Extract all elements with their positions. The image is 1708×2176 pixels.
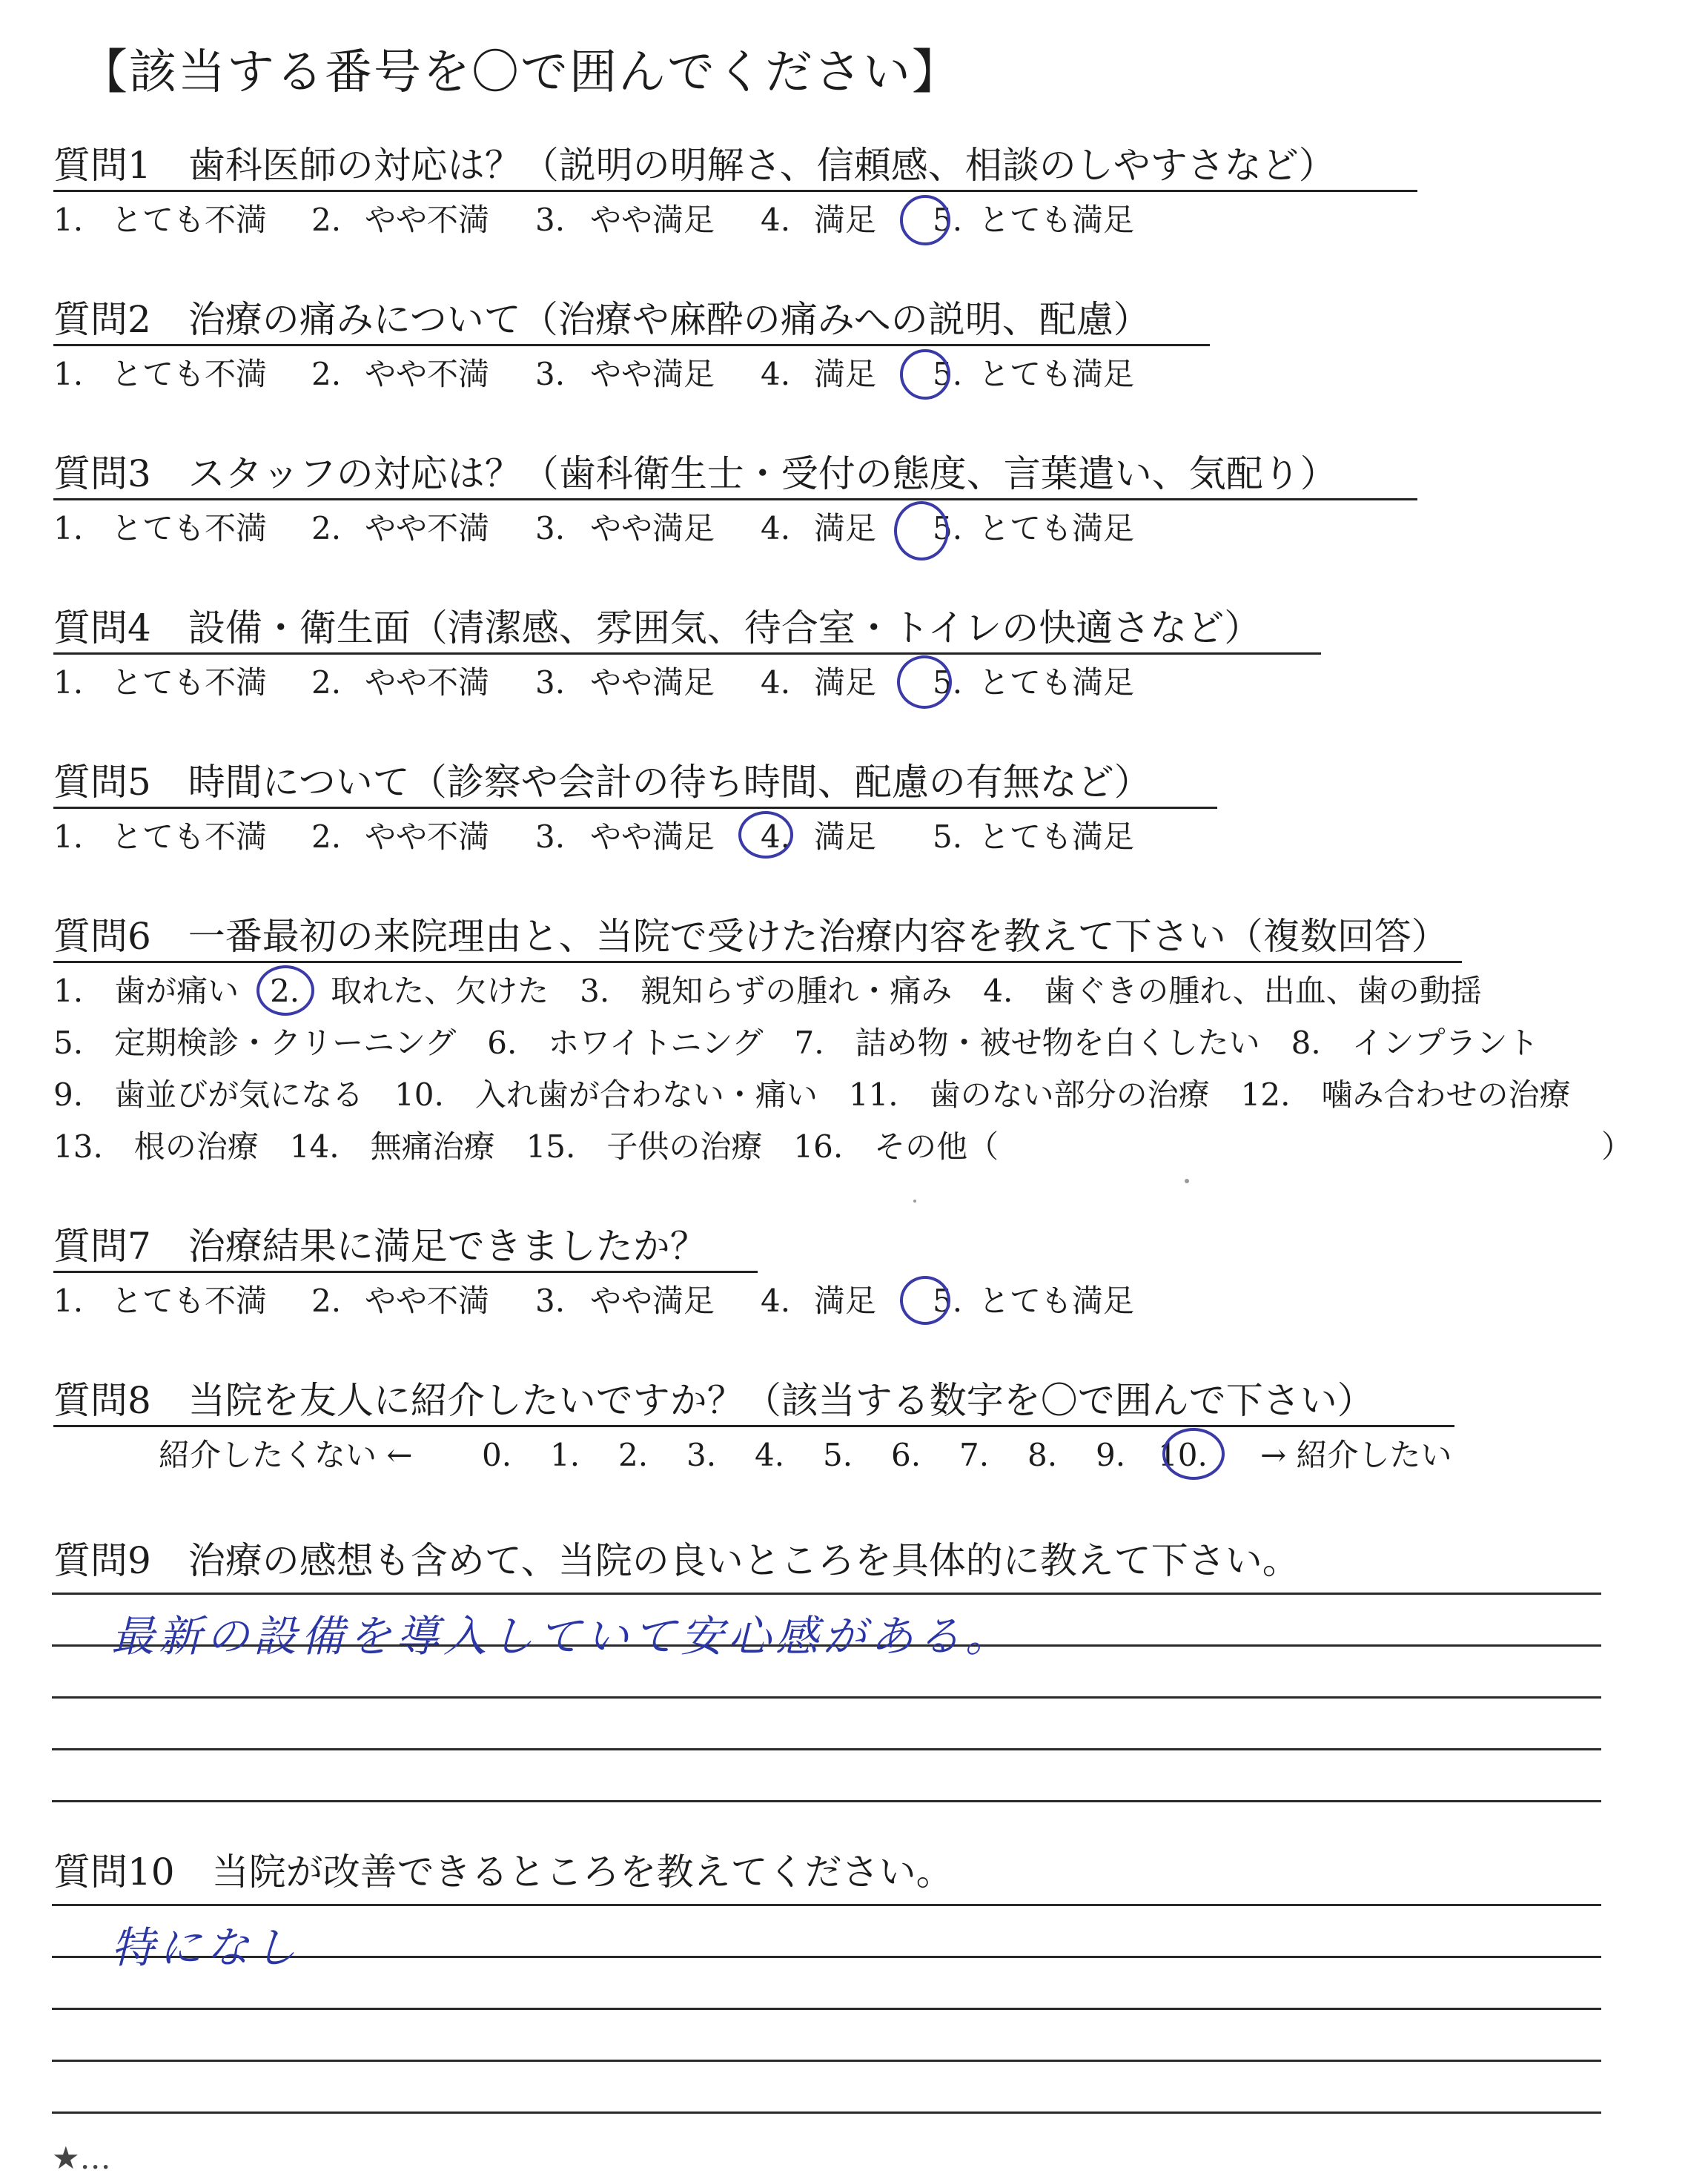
question-9-writing-line — [52, 1748, 1601, 1750]
question-10-writing-line — [52, 2060, 1601, 2062]
question-8-label: 質問8 当院を友人に紹介したいですか？（該当する数字を〇で囲んで下さい） — [53, 1379, 1374, 1422]
scale-option-text[interactable]: やや不満 — [365, 664, 490, 701]
scale-option-text[interactable]: とても満足 — [979, 202, 1135, 238]
question-7-underline — [53, 1271, 758, 1273]
question-6-other-close-paren: ） — [1601, 1128, 1633, 1165]
page-title: 【該当する番号を〇で囲んでください】 — [80, 45, 961, 100]
question-2-underline — [53, 344, 1210, 346]
scale-option-number[interactable]: 3. — [535, 1283, 566, 1319]
question-8-right-label: → 紹介したい — [1260, 1437, 1452, 1473]
question-10-handwritten-answer[interactable]: 特になし — [111, 1922, 302, 1973]
scale-option-number[interactable]: 5. — [933, 510, 963, 546]
scale-option-text[interactable]: 満足 — [814, 819, 877, 855]
scale-option-text[interactable]: やや満足 — [590, 1283, 715, 1319]
scale-option-text[interactable]: やや満足 — [590, 356, 715, 392]
question-6-options-row-3: 9. 歯並びが気になる 10. 入れ歯が合わない・痛い 11. 歯のない部分の治療 12. 噛み合わせの治療 — [53, 1077, 1571, 1113]
question-5-selected-circle[interactable] — [738, 811, 793, 859]
scale-option-text[interactable]: 満足 — [814, 510, 877, 546]
scale-option-text[interactable]: やや満足 — [590, 510, 715, 546]
question-8-scale-number[interactable]: 0. — [482, 1437, 512, 1473]
question-8-scale-number[interactable]: 6. — [891, 1437, 921, 1473]
scale-option-number[interactable]: 3. — [535, 356, 566, 392]
question-8-scale-number[interactable]: 2. — [618, 1437, 649, 1473]
question-10-label: 質問10 当院が改善できるところを教えてください。 — [53, 1851, 953, 1894]
cut-off-footer-text: ★… — [52, 2140, 111, 2176]
scan-speck — [913, 1200, 916, 1203]
question-5-label: 質問5 時間について（診察や会計の待ち時間、配慮の有無など） — [53, 761, 1151, 804]
scale-option-number[interactable]: 3. — [535, 664, 566, 701]
scale-option-text[interactable]: とても不満 — [111, 510, 268, 546]
question-9-writing-line — [52, 1696, 1601, 1699]
scale-option-number[interactable]: 4. — [761, 1283, 791, 1319]
question-10-writing-line — [52, 2111, 1601, 2114]
question-8-underline — [53, 1425, 1454, 1427]
scale-option-number[interactable]: 1. — [53, 356, 84, 392]
scale-option-text[interactable]: やや不満 — [365, 356, 490, 392]
scale-option-number[interactable]: 4. — [761, 356, 791, 392]
question-6-label: 質問6 一番最初の来院理由と、当院で受けた治療内容を教えて下さい（複数回答） — [53, 915, 1449, 958]
question-6-options-row-1: 1. 歯が痛い 2. 取れた、欠けた 3. 親知らずの腫れ・痛み 4. 歯ぐきの腫れ、出血、歯の動揺 — [53, 973, 1482, 1009]
scale-option-text[interactable]: やや満足 — [590, 202, 715, 238]
question-2-label: 質問2 治療の痛みについて（治療や麻酔の痛みへの説明、配慮） — [53, 298, 1151, 341]
scale-option-text[interactable]: やや満足 — [590, 664, 715, 701]
question-8-scale-number[interactable]: 8. — [1027, 1437, 1058, 1473]
scale-option-text[interactable]: とても不満 — [111, 819, 268, 855]
question-1-selected-circle[interactable] — [900, 195, 950, 245]
question-10-writing-line — [52, 2008, 1601, 2010]
scale-option-number[interactable]: 3. — [535, 819, 566, 855]
question-6-options-row-4: 13. 根の治療 14. 無痛治療 15. 子供の治療 16. その他（ — [53, 1128, 999, 1165]
question-8-scale-number[interactable]: 4. — [755, 1437, 785, 1473]
scale-option-number[interactable]: 2. — [311, 664, 342, 701]
scale-option-text[interactable]: 満足 — [814, 664, 877, 701]
scale-option-text[interactable]: とても不満 — [111, 664, 268, 701]
scale-option-number[interactable]: 5. — [933, 202, 963, 238]
question-6-selected-circle[interactable] — [256, 965, 314, 1016]
question-8-scale-number[interactable]: 5. — [823, 1437, 853, 1473]
question-9-label: 質問9 治療の感想も含めて、当院の良いところを具体的に教えて下さい。 — [53, 1539, 1300, 1582]
question-7-label: 質問7 治療結果に満足できましたか？ — [53, 1225, 707, 1268]
scale-option-number[interactable]: 2. — [311, 356, 342, 392]
question-2-selected-circle[interactable] — [900, 349, 950, 400]
question-7-selected-circle[interactable] — [900, 1276, 950, 1325]
scale-option-text[interactable]: やや不満 — [365, 510, 490, 546]
scale-option-number[interactable]: 5. — [933, 356, 963, 392]
question-9-handwritten-answer[interactable]: 最新の設備を導入していて安心感がある。 — [111, 1611, 1013, 1661]
scan-speck — [1185, 1179, 1189, 1183]
question-4-label: 質問4 設備・衛生面（清潔感、雰囲気、待合室・トイレの快適さなど） — [53, 606, 1262, 649]
scale-option-number[interactable]: 1. — [53, 664, 84, 701]
scale-option-text[interactable]: とても満足 — [979, 1283, 1135, 1319]
question-9-writing-line — [52, 1800, 1601, 1802]
question-1-label: 質問1 歯科医師の対応は？（説明の明解さ、信頼感、相談のしやすさなど） — [53, 144, 1336, 187]
question-6-options-row-2: 5. 定期検診・クリーニング 6. ホワイトニング 7. 詰め物・被せ物を白くしたい 8. インプラント — [53, 1025, 1539, 1061]
scale-option-number[interactable]: 1. — [53, 1283, 84, 1319]
scale-option-text[interactable]: 満足 — [814, 1283, 877, 1319]
question-8-left-label: 紹介したくない ← — [159, 1437, 413, 1473]
scale-option-text[interactable]: 満足 — [814, 202, 877, 238]
question-6-underline — [53, 961, 1462, 963]
scale-option-text[interactable]: とても不満 — [111, 202, 268, 238]
scale-option-text[interactable]: 満足 — [814, 356, 877, 392]
question-3-label: 質問3 スタッフの対応は？（歯科衛生士・受付の態度、言葉遣い、気配り） — [53, 452, 1337, 495]
scale-option-text[interactable]: とても満足 — [979, 664, 1135, 701]
question-10-writing-line — [52, 1904, 1601, 1906]
question-8-scale-number[interactable]: 1. — [550, 1437, 580, 1473]
scale-option-number[interactable]: 5. — [933, 819, 963, 855]
question-8-selected-circle[interactable] — [1162, 1428, 1225, 1480]
question-3-selected-circle[interactable] — [894, 501, 949, 560]
question-4-selected-circle[interactable] — [897, 655, 952, 709]
scale-option-text[interactable]: とても満足 — [979, 356, 1135, 392]
scale-option-number[interactable]: 3. — [535, 202, 566, 238]
scale-option-text[interactable]: やや不満 — [365, 819, 490, 855]
scale-option-text[interactable]: やや満足 — [590, 819, 715, 855]
scale-option-number[interactable]: 2. — [311, 819, 342, 855]
scale-option-text[interactable]: とても不満 — [111, 1283, 268, 1319]
scale-option-text[interactable]: とても満足 — [979, 819, 1135, 855]
scale-option-number[interactable]: 4. — [761, 819, 791, 855]
scale-option-number[interactable]: 5. — [933, 664, 963, 701]
scale-option-number[interactable]: 1. — [53, 510, 84, 546]
scale-option-number[interactable]: 4. — [761, 202, 791, 238]
question-8-scale-number[interactable]: 3. — [686, 1437, 717, 1473]
scale-option-number[interactable]: 2. — [311, 202, 342, 238]
scale-option-text[interactable]: やや不満 — [365, 202, 490, 238]
question-8-scale-number[interactable]: 7. — [959, 1437, 990, 1473]
scale-option-number[interactable]: 2. — [311, 510, 342, 546]
question-3-underline — [53, 498, 1417, 500]
scale-option-number[interactable]: 1. — [53, 202, 84, 238]
scale-option-number[interactable]: 3. — [535, 510, 566, 546]
scale-option-number[interactable]: 4. — [761, 510, 791, 546]
scale-option-text[interactable]: とても満足 — [979, 510, 1135, 546]
scale-option-number[interactable]: 2. — [311, 1283, 342, 1319]
scale-option-number[interactable]: 5. — [933, 1283, 963, 1319]
scale-option-number[interactable]: 4. — [761, 664, 791, 701]
question-4-underline — [53, 652, 1321, 655]
scale-option-number[interactable]: 1. — [53, 819, 84, 855]
scale-option-text[interactable]: とても不満 — [111, 356, 268, 392]
question-8-scale-number[interactable]: 9. — [1096, 1437, 1126, 1473]
scale-option-text[interactable]: やや不満 — [365, 1283, 490, 1319]
question-5-underline — [53, 807, 1217, 809]
question-8-scale-number[interactable]: 10. — [1158, 1437, 1208, 1473]
question-9-writing-line — [52, 1593, 1601, 1595]
question-1-underline — [53, 190, 1417, 192]
